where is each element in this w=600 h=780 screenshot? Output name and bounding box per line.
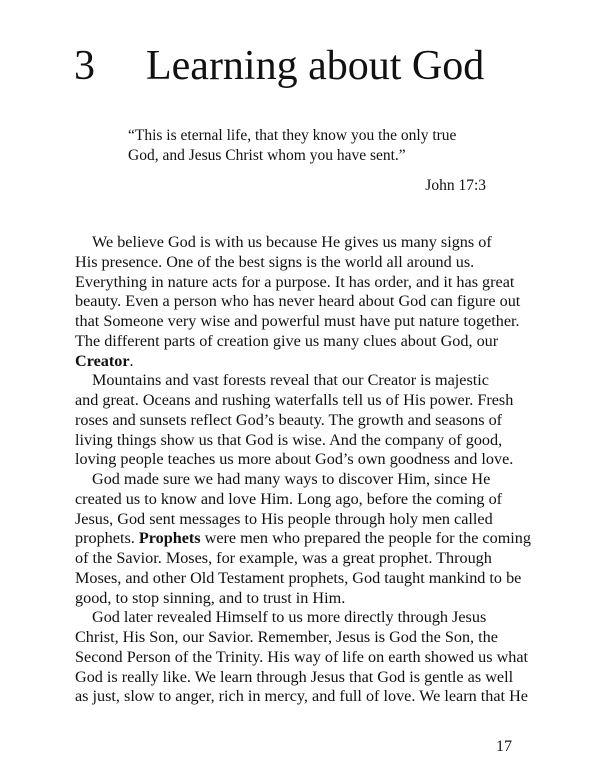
text-segment: loving people teaches us more about God’s own goodness and love. <box>75 450 514 469</box>
text-line <box>75 648 530 668</box>
text-line <box>75 470 530 490</box>
text-line <box>75 549 530 569</box>
text-line <box>75 371 530 391</box>
text-segment: created us to know and love Him. Long ago, before the coming of <box>75 489 503 508</box>
chapter-number: 3 <box>74 43 95 89</box>
text-line <box>75 628 530 648</box>
text-line <box>75 352 530 372</box>
text-segment: Second Person of the Trinity. His way of life on earth showed us what <box>75 647 529 666</box>
bold-term: Creator <box>75 351 130 370</box>
text-line <box>75 450 530 470</box>
text-line <box>75 589 530 609</box>
text-segment: His presence. One of the best signs is the world all around us. <box>75 252 475 271</box>
text-line <box>75 431 530 451</box>
text-segment: prophets. <box>75 529 139 548</box>
text-segment: God is really like. We learn through Jesus that God is gentle as well <box>75 667 514 686</box>
text-segment: that Someone very wise and powerful must have put nature together. <box>75 312 520 330</box>
chapter-title: Learning about God <box>146 43 485 89</box>
text-line <box>75 253 530 273</box>
text-line <box>75 312 530 332</box>
paragraph <box>75 233 530 371</box>
paragraph <box>75 371 530 470</box>
page-number: 17 <box>496 738 512 755</box>
text-segment: We believe God is with us because He gives us many signs of <box>92 233 492 251</box>
epigraph-line: “This is eternal life, that they know you the only true <box>128 127 457 144</box>
text-line <box>75 529 530 549</box>
text-segment: God later revealed Himself to us more directly through Jesus <box>92 608 487 627</box>
epigraph-quote <box>128 126 456 166</box>
text-segment: Moses, and other Old Testament prophets, God taught mankind to be <box>75 568 522 587</box>
paragraph <box>75 608 530 707</box>
text-line <box>75 292 530 312</box>
text-line <box>75 391 530 411</box>
epigraph-line: God, and Jesus Christ whom you have sent.” <box>128 147 406 164</box>
text-segment: Everything in nature acts for a purpose. It has order, and it has great <box>75 272 515 291</box>
text-segment: Christ, His Son, our Savior. Remember, Jesus is God the Son, the <box>75 628 498 646</box>
text-segment: were men who prepared the people for the coming <box>200 529 531 548</box>
text-line <box>75 668 530 688</box>
text-line <box>75 510 530 530</box>
text-segment: good, to stop sinning, and to trust in Him. <box>75 588 346 607</box>
body-text <box>75 233 530 707</box>
text-line <box>75 687 530 707</box>
text-segment: of the Savior. Moses, for example, was a great prophet. Through <box>75 549 492 567</box>
text-line <box>75 490 530 510</box>
paragraph <box>75 470 530 608</box>
text-segment: Mountains and vast forests reveal that our Creator is majestic <box>92 371 489 390</box>
text-line <box>75 411 530 431</box>
text-segment: roses and sunsets reflect God’s beauty. The growth and seasons of <box>75 410 503 429</box>
text-segment: living things show us that God is wise. And the company of good, <box>75 430 503 449</box>
bold-term: Prophets <box>138 529 201 548</box>
text-line <box>75 569 530 589</box>
text-segment: . <box>129 351 134 370</box>
text-line <box>75 608 530 628</box>
text-line <box>75 233 530 253</box>
text-segment: The different parts of creation give us many clues about God, our <box>75 331 499 350</box>
epigraph-reference: John 17:3 <box>425 177 486 194</box>
text-segment: as just, slow to anger, rich in mercy, and full of love. We learn that He <box>75 687 528 706</box>
text-segment: God made sure we had many ways to discover Him, since He <box>92 470 491 488</box>
text-segment: and great. Oceans and rushing waterfalls tell us of His power. Fresh <box>75 391 514 409</box>
text-segment: Jesus, God sent messages to His people through holy men called <box>75 509 493 528</box>
text-segment: beauty. Even a person who has never heard about God can figure out <box>75 292 521 311</box>
text-line <box>75 332 530 352</box>
text-line <box>75 273 530 293</box>
